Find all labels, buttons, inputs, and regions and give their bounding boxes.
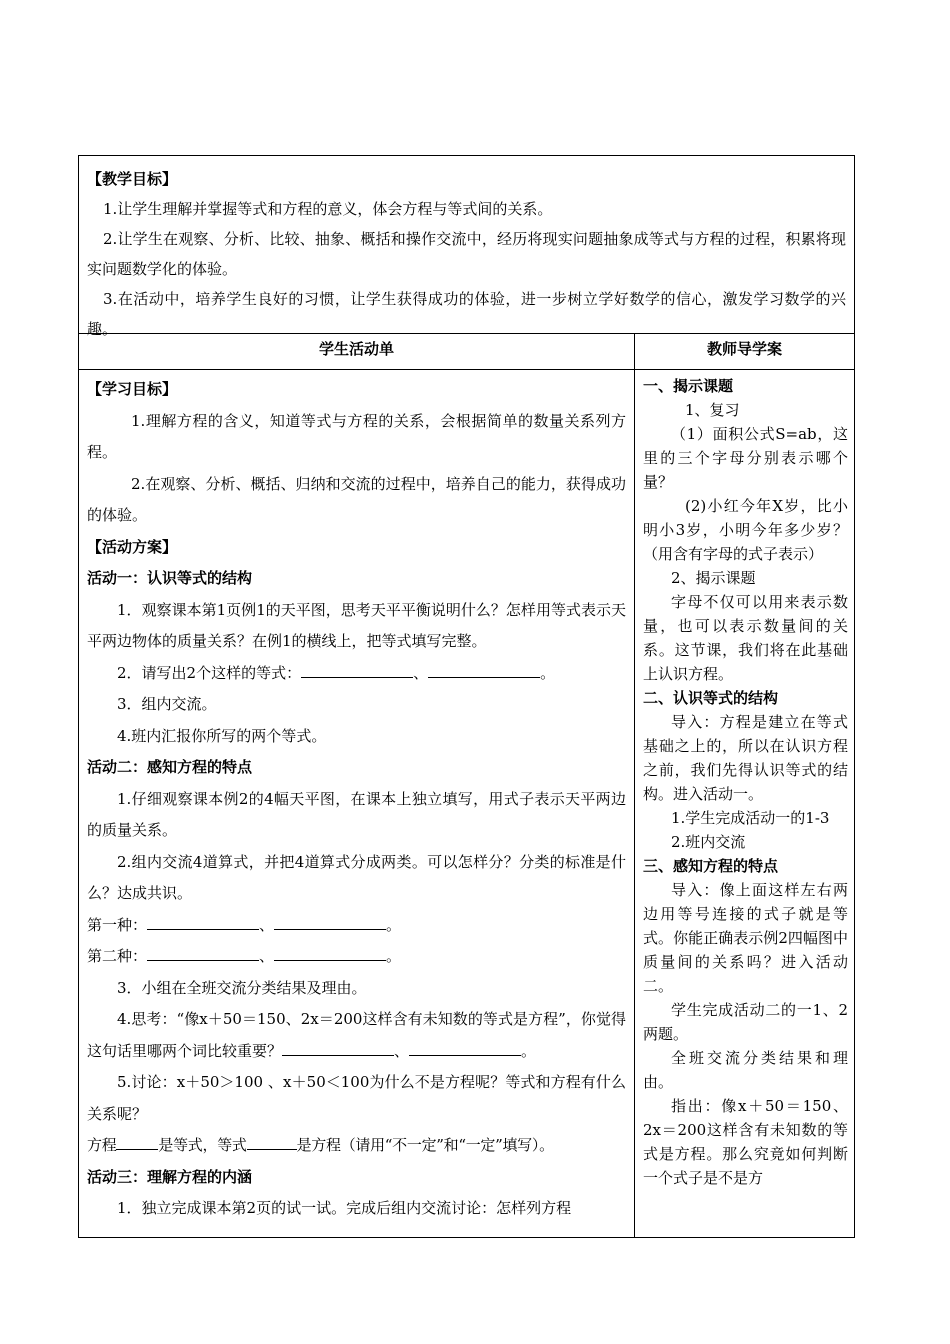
activity-step: 2．请写出2个这样的等式： 、 。 <box>87 658 626 690</box>
activity-step: 1.仔细观察课本例2的4幅天平图，在课本上独立填写，用式子表示天平两边的质量关系。 <box>87 789 626 839</box>
guide-text: 2、揭示课题 <box>671 569 756 587</box>
activity-three-title: 活动三：理解方程的内涵 <box>87 1167 253 1186</box>
activity-step: 3．小组在全班交流分类结果及理由。 <box>117 978 367 997</box>
answer-blank[interactable] <box>301 661 413 678</box>
fill-text: 是等式，等式 <box>158 1136 247 1154</box>
classification-line: 第二种： 、 。 <box>87 941 626 973</box>
learning-goals-title: 【学习目标】 <box>87 380 178 398</box>
answer-blank[interactable] <box>409 1039 521 1056</box>
student-activity-column <box>79 370 635 1237</box>
section-one-title: 一、揭示课题 <box>643 377 734 395</box>
learning-goal: 1.理解方程的含义，知道等式与方程的关系，会根据简单的数量关系列方程。 <box>87 411 626 461</box>
activity-step: 1．观察课本第1页例1的天平图，思考天平平衡说明什么？怎样用等式表示天平两边物体的质量关系？在例1的横线上，把等式填写完整。 <box>87 600 626 650</box>
fill-text: 是方程（请用“不一定”和“一定”填写）。 <box>296 1136 554 1154</box>
activity-step: 4.班内汇报你所写的两个等式。 <box>117 726 327 745</box>
activity-step-text: 4.思考：“像x＋50＝150、2x＝200这样含有未知数的等式是方程”，你觉得这句话里哪两个词比较重要？ <box>87 1010 626 1060</box>
guide-text: (2)小红今年X岁，比小明小3岁，小明今年多少岁？（用含有字母的式子表示） <box>643 497 848 563</box>
second-kind-label: 第二种： <box>87 947 148 965</box>
guide-text: 字母不仅可以用来表示数量，也可以表示数量间的关系。这节课，我们将在此基础上认识方程。 <box>643 593 848 683</box>
teaching-objectives-title: 【教学目标】 <box>87 170 178 188</box>
classification-line: 第一种： 、 。 <box>87 910 626 942</box>
objective-item: 2.让学生在观察、分析、比较、抽象、概括和操作交流中，经历将现实问题抽象成等式与方程的过程，积累将现实问题数学化的体验。 <box>87 230 846 278</box>
answer-blank[interactable] <box>274 913 386 930</box>
guide-text: 指出：像x＋50＝150、2x＝200这样含有未知数的等式是方程。那么究竟如何判断一个式子是不是方 <box>643 1097 848 1187</box>
guide-text: 1.学生完成活动一的1-3 <box>671 809 830 827</box>
objective-item: 3.在活动中，培养学生良好的习惯，让学生获得成功的体验，进一步树立学好数学的信心，激发学习数学的兴趣。 <box>87 290 846 338</box>
first-kind-label: 第一种： <box>87 915 148 934</box>
section-two-title: 二、认识等式的结构 <box>643 689 779 707</box>
activity-step: 1．独立完成课本第2页的试一试。完成后组内交流讨论：怎样列方程 <box>117 1199 572 1217</box>
student-activity-header: 学生活动单 <box>79 334 635 370</box>
teacher-guide-header: 教师导学案 <box>635 334 854 370</box>
answer-blank[interactable] <box>428 661 540 678</box>
answer-blank[interactable] <box>274 944 386 961</box>
section-three-title: 三、感知方程的特点 <box>643 857 779 875</box>
activity-two-title: 活动二：感知方程的特点 <box>87 758 253 776</box>
objective-item: 1.让学生理解并掌握等式和方程的意义，体会方程与等式间的关系。 <box>103 200 553 218</box>
guide-text: 1、复习 <box>685 401 740 419</box>
lesson-plan-table <box>78 155 855 1238</box>
answer-blank[interactable] <box>147 913 259 930</box>
fill-text: 方程 <box>87 1136 117 1154</box>
activity-step: 5.讨论：x＋50＞100 、x＋50＜100为什么不是方程呢？等式和方程有什么关系呢？ <box>87 1073 626 1123</box>
answer-blank[interactable] <box>147 944 259 961</box>
guide-text: （1）面积公式S=ab，这里的三个字母分别表示哪个量？ <box>643 425 848 491</box>
answer-blank[interactable] <box>282 1039 394 1056</box>
activity-step-text: 2．请写出2个这样的等式： <box>117 663 302 682</box>
learning-goal: 2.在观察、分析、概括、归纳和交流的过程中，培养自己的能力，获得成功的体验。 <box>87 474 626 524</box>
activity-one-title: 活动一：认识等式的结构 <box>87 569 253 587</box>
guide-text: 学生完成活动二的一1、2两题。 <box>643 1001 848 1043</box>
answer-blank[interactable] <box>247 1133 297 1150</box>
answer-blank[interactable] <box>116 1133 158 1150</box>
activity-step: 4.思考：“像x＋50＝150、2x＝200这样含有未知数的等式是方程”，你觉得这句话里哪两个词比较重要？ 、 。 <box>87 1010 626 1060</box>
activity-plan-title: 【活动方案】 <box>87 537 178 556</box>
activity-step: 2.组内交流4道算式，并把4道算式分成两类。可以怎样分？分类的标准是什么？达成共识。 <box>87 852 626 902</box>
teaching-objectives-section <box>79 156 854 338</box>
activity-step: 3．组内交流。 <box>117 695 217 713</box>
guide-text: 全班交流分类结果和理由。 <box>643 1049 848 1091</box>
teacher-guide-column <box>635 370 854 1237</box>
guide-text: 2.班内交流 <box>671 833 746 851</box>
fill-in-line <box>87 1130 626 1162</box>
guide-text: 导入：方程是建立在等式基础之上的，所以在认识方程之前，我们先得认识等式的结构。进入活动一。 <box>643 713 848 803</box>
guide-text: 导入：像上面这样左右两边用等号连接的式子就是等式。你能正确表示例2四幅图中质量间的关系吗？进入活动二。 <box>643 881 848 995</box>
